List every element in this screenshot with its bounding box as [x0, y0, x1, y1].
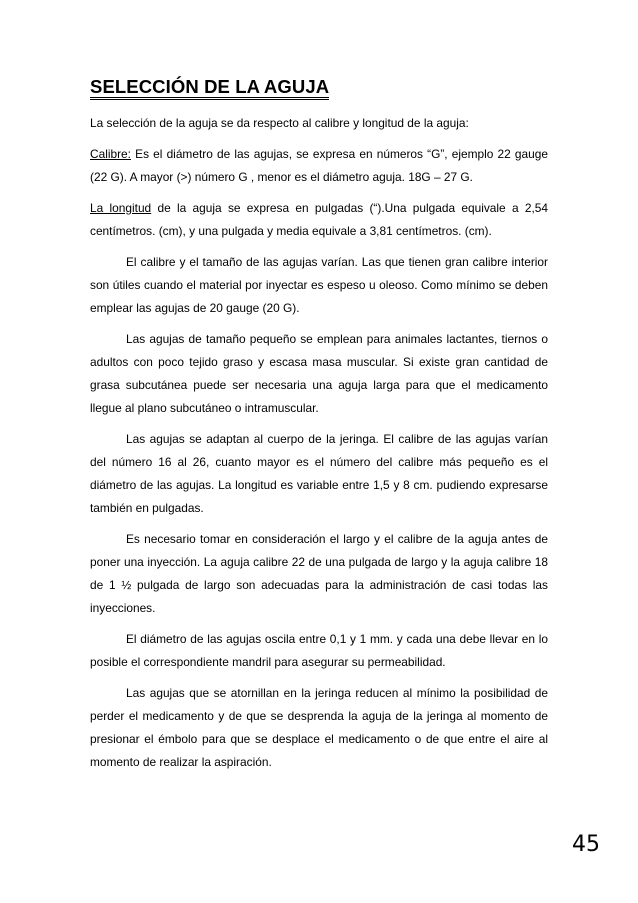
- body-paragraph: Las agujas que se atornillan en la jeringa reducen al mínimo la posibilidad de perder el medicamento y de que se desprenda la aguja de la jeringa al momento de presionar el émbolo para que se desplace el medicamento o de que entre el aire al momento de realizar la aspiración.: [90, 686, 548, 769]
- longitud-term: La longitud: [90, 201, 152, 215]
- calibre-term: Calibre:: [90, 147, 131, 161]
- body-paragraph: El diámetro de las agujas oscila entre 0,1 y 1 mm. y cada una debe llevar en lo posible el correspondiente mandril para asegurar su permeabilidad.: [90, 632, 548, 669]
- page-content: [90, 76, 548, 782]
- intro-paragraph: La selección de la aguja se da respecto al calibre y longitud de la aguja:: [90, 116, 469, 130]
- body-paragraph: Las agujas de tamaño pequeño se emplean para animales lactantes, tiernos o adultos con poco tejido graso y escasa masa muscular. Si existe gran cantidad de grasa subcutánea puede ser necesaria una aguja larga para que el medicamento llegue al plano subcutáneo o intramuscular.: [90, 332, 548, 415]
- body-paragraph: El calibre y el tamaño de las agujas varían. Las que tienen gran calibre interior son útiles cuando el material por inyectar es espeso u oleoso. Como mínimo se deben emplear las agujas de 20 gauge (20 G).: [90, 255, 548, 315]
- calibre-text: Es el diámetro de las agujas, se expresa en números “G”, ejemplo 22 gauge (22 G). A mayor (>) número G , menor es el diámetro aguja. 18G – 27 G.: [90, 147, 548, 184]
- body-paragraph: Es necesario tomar en consideración el largo y el calibre de la aguja antes de poner una inyección. La aguja calibre 22 de una pulgada de largo y la aguja calibre 18 de 1 ½ pulgada de largo son adecuadas para la administración de casi todas las inyecciones.: [90, 532, 548, 615]
- calibre-paragraph: [90, 143, 548, 189]
- body-paragraph: Las agujas se adaptan al cuerpo de la jeringa. El calibre de las agujas varían del número 16 al 26, cuanto mayor es el número del calibre más pequeño es el diámetro de las agujas. La longitud es variable entre 1,5 y 8 cm. pudiendo expresarse también en pulgadas.: [90, 432, 548, 515]
- longitud-text: de la aguja se expresa en pulgadas (“).Una pulgada equivale a 2,54 centímetros. (cm), y una pulgada y media equivale a 3,81 centímetros. (cm).: [90, 201, 549, 238]
- page-title: SELECCIÓN DE LA AGUJA: [90, 76, 329, 100]
- longitud-paragraph: [90, 197, 548, 243]
- page-number: 45: [572, 832, 600, 857]
